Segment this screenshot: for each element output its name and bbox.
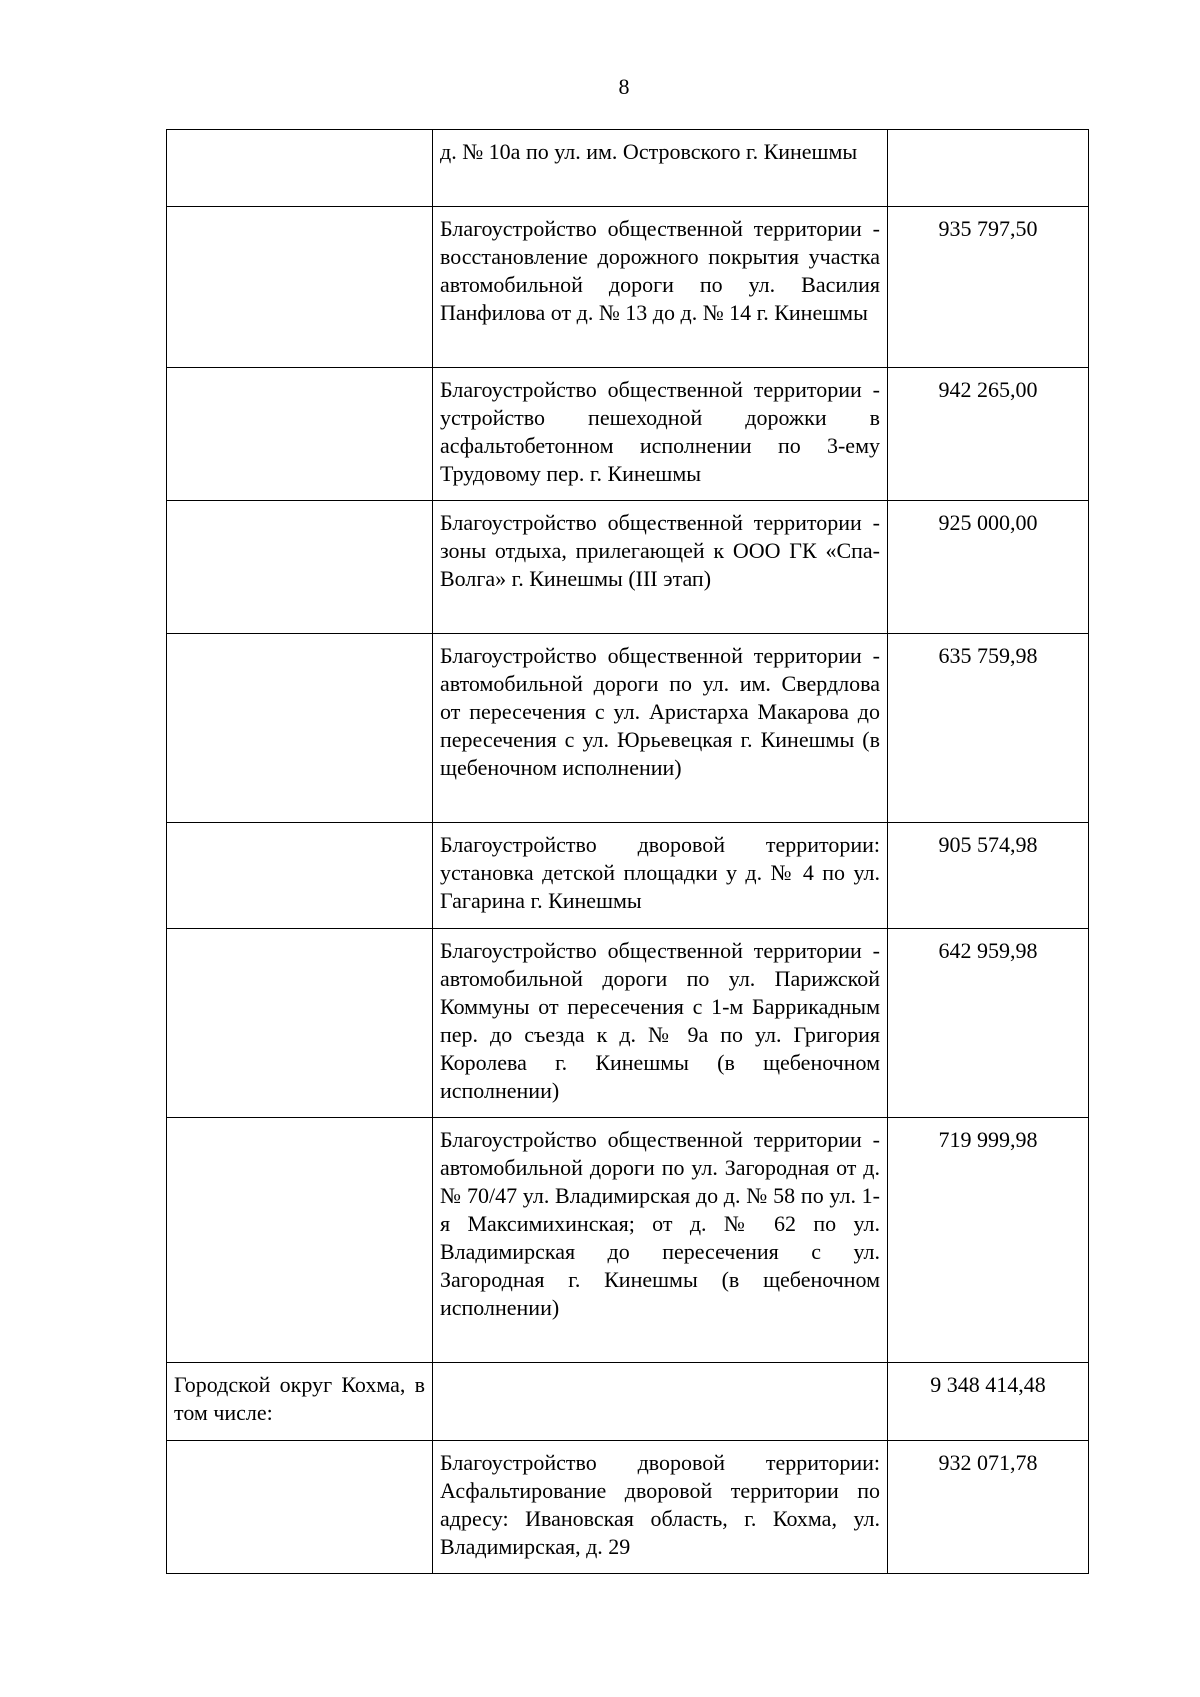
description-cell: Благоустройство дворовой территории: установка детской площадки у д. № 4 по ул. Гагарина г. Кинешмы: [433, 823, 888, 929]
region-cell: [167, 634, 433, 823]
region-cell: [167, 1118, 433, 1363]
funding-table: [166, 129, 1089, 1574]
description-cell: [433, 1363, 888, 1441]
description-cell: д. № 10а по ул. им. Островского г. Кинешмы: [433, 130, 888, 207]
description-cell: Благоустройство общественной территории - устройство пешеходной дорожки в асфальтобетонном исполнении по 3-ему Трудовому пер. г. Кинешмы: [433, 368, 888, 501]
table-row: [167, 207, 1089, 368]
region-cell: [167, 130, 433, 207]
region-cell: [167, 929, 433, 1118]
amount-cell: 905 574,98: [888, 823, 1089, 929]
region-cell: [167, 823, 433, 929]
table-row: [167, 634, 1089, 823]
table-row: [167, 1441, 1089, 1574]
amount-cell: [888, 130, 1089, 207]
amount-cell: 932 071,78: [888, 1441, 1089, 1574]
region-cell: Городской округ Кохма, в том числе:: [167, 1363, 433, 1441]
region-cell: [167, 368, 433, 501]
description-cell: Благоустройство дворовой территории: Асфальтирование дворовой территории по адресу: Ивановская область, г. Кохма, ул. Владимирская, д. 29: [433, 1441, 888, 1574]
table-row: [167, 929, 1089, 1118]
description-cell: Благоустройство общественной территории - автомобильной дороги по ул. Загородная от д. № 70/47 ул. Владимирская до д. № 58 по ул. 1-я Максимихинская; от д. № 62 по ул. Владимирская до пересечения с ул. Загородная г. Кинешмы (в щебеночном исполнении): [433, 1118, 888, 1363]
description-cell: Благоустройство общественной территории - автомобильной дороги по ул. Парижской Коммуны от пересечения с 1-м Баррикадным пер. до съезда к д. № 9а по ул. Григория Королева г. Кинешмы (в щебеночном исполнении): [433, 929, 888, 1118]
description-cell: Благоустройство общественной территории - восстановление дорожного покрытия участка автомобильной дороги по ул. Василия Панфилова от д. № 13 до д. № 14 г. Кинешмы: [433, 207, 888, 368]
amount-cell: 719 999,98: [888, 1118, 1089, 1363]
amount-cell: 942 265,00: [888, 368, 1089, 501]
amount-cell: 925 000,00: [888, 501, 1089, 634]
amount-cell: 9 348 414,48: [888, 1363, 1089, 1441]
region-cell: [167, 207, 433, 368]
table-row: [167, 501, 1089, 634]
table-row: [167, 368, 1089, 501]
table-row: [167, 1363, 1089, 1441]
region-cell: [167, 501, 433, 634]
table-row: [167, 1118, 1089, 1363]
amount-cell: 935 797,50: [888, 207, 1089, 368]
region-cell: [167, 1441, 433, 1574]
amount-cell: 635 759,98: [888, 634, 1089, 823]
amount-cell: 642 959,98: [888, 929, 1089, 1118]
description-cell: Благоустройство общественной территории - автомобильной дороги по ул. им. Свердлова от пересечения с ул. Аристарха Макарова до пересечения с ул. Юрьевецкая г. Кинешмы (в щебеночном исполнении): [433, 634, 888, 823]
page-number: 8: [618, 74, 630, 99]
table-row: [167, 823, 1089, 929]
description-cell: Благоустройство общественной территории - зоны отдыха, прилегающей к ООО ГК «Спа-Волга» г. Кинешмы (III этап): [433, 501, 888, 634]
table-row: [167, 130, 1089, 207]
